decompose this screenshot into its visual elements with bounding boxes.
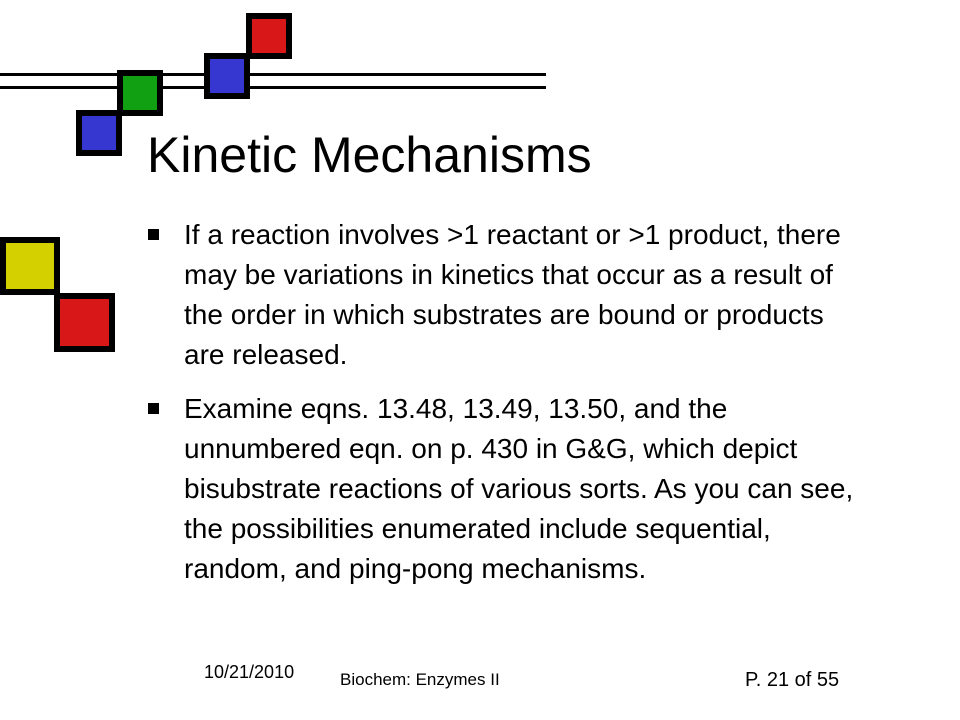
bullet-item bbox=[148, 215, 868, 375]
slide-title: Kinetic Mechanisms bbox=[147, 127, 592, 183]
decor-square-yellow bbox=[0, 237, 60, 295]
bullet-list bbox=[148, 215, 868, 603]
decor-square-green bbox=[117, 70, 163, 116]
footer-date: 10/21/2010 bbox=[204, 662, 295, 682]
bullet-text: Examine eqns. 13.48, 13.49, 13.50, and the unnumbered eqn. on p. 430 in G&G, which depict bisubstrate reactions of various sorts. As you can see, the possibilities enumerated include sequential, random, and ping-pong mechanisms. bbox=[184, 393, 854, 584]
decor-square-blue-left bbox=[76, 110, 122, 156]
decor-square-red-top bbox=[246, 13, 292, 59]
decor-square-red-left bbox=[54, 293, 115, 352]
bullet-square-icon bbox=[148, 403, 159, 414]
bottom-rule bbox=[0, 86, 546, 89]
bullet-item bbox=[148, 389, 868, 589]
decor-square-blue-top bbox=[204, 53, 250, 99]
footer-page-number: P. 21 of 55 bbox=[745, 669, 840, 691]
rule-gap bbox=[0, 76, 546, 86]
footer-course: Biochem: Enzymes II bbox=[340, 670, 500, 689]
bullet-square-icon bbox=[148, 229, 159, 240]
bullet-text: If a reaction involves >1 reactant or >1 product, there may be variations in kinetics that occur as a result of the order in which substrates are bound or products are released. bbox=[184, 219, 841, 370]
